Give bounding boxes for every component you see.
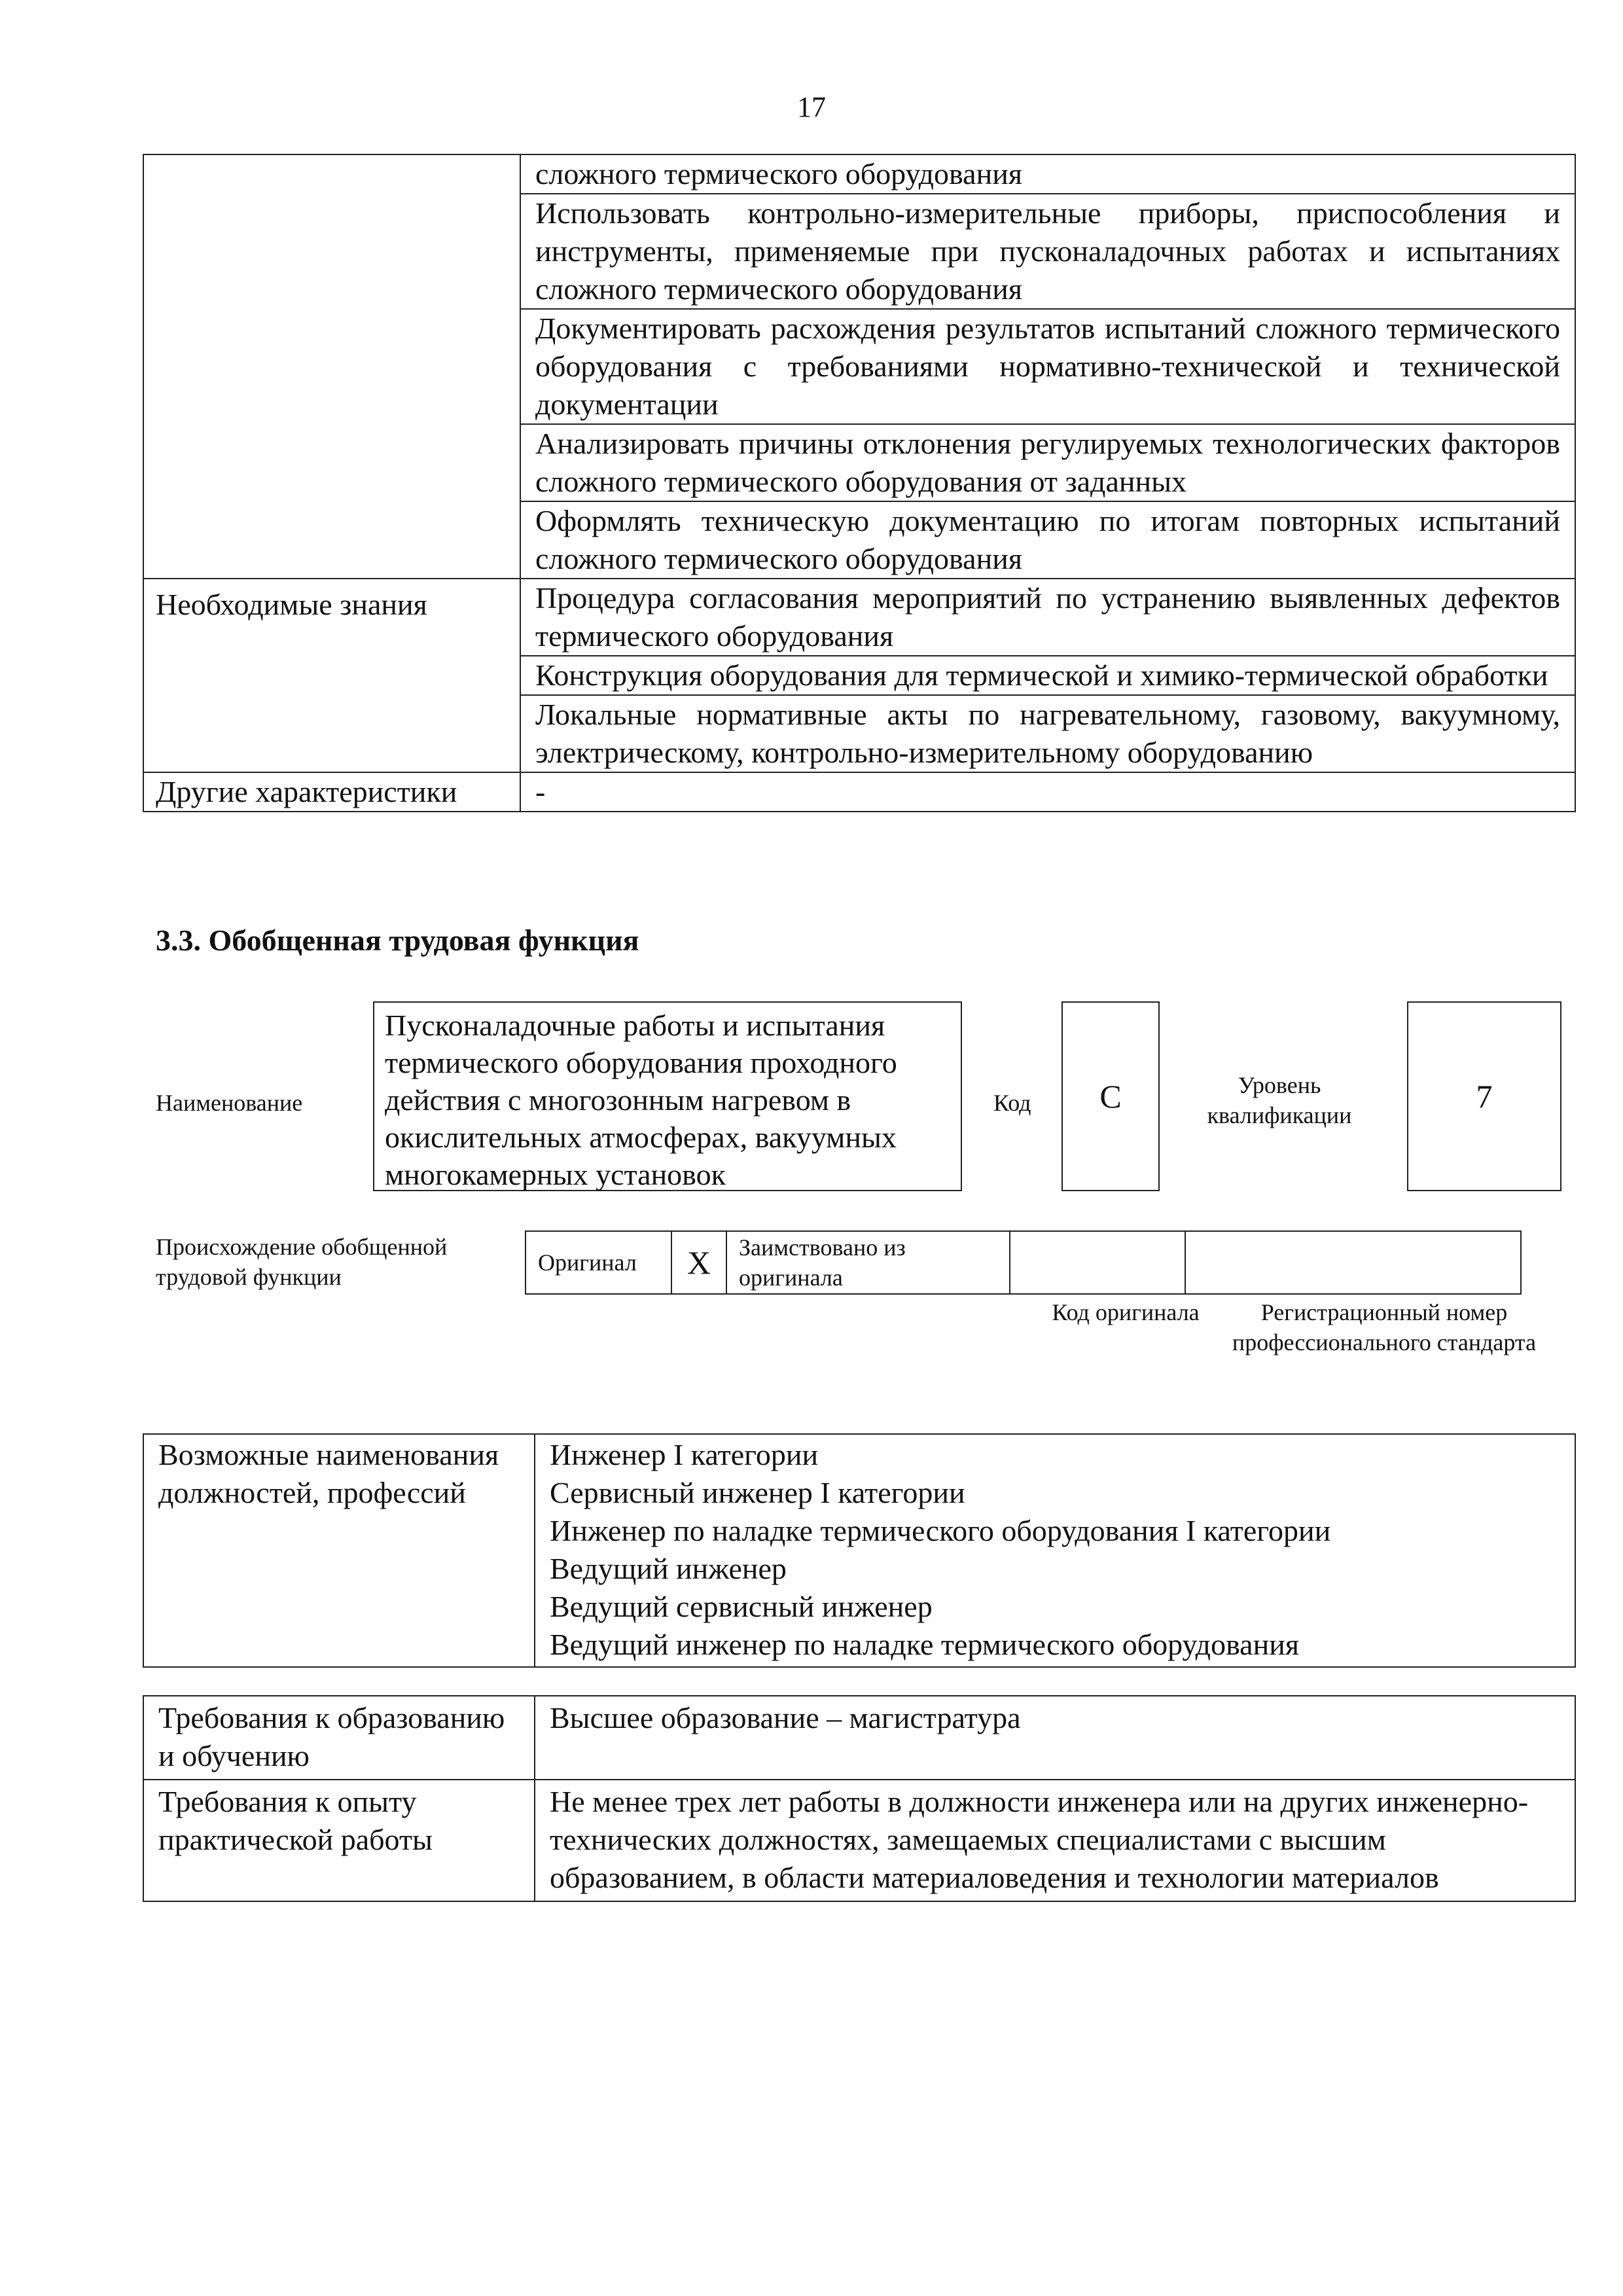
requirements-table <box>143 1695 1576 1902</box>
section-title: 3.3. Обобщенная трудовая функция <box>156 924 639 957</box>
table-row <box>143 579 1575 656</box>
list-item: Инженер I категории <box>550 1438 819 1471</box>
qualification-level-value: 7 <box>1407 1001 1561 1191</box>
table-cell-value: Документировать расхождения результатов испытаний сложного термического оборудования с требованиями нормативно-технической и технической документации <box>520 309 1575 424</box>
positions-label: Возможные наименования должностей, профессий <box>143 1434 535 1667</box>
table-row <box>143 772 1575 812</box>
origin-code-cell <box>1010 1231 1185 1294</box>
table-cell-value: Процедура согласования мероприятий по устранению выявленных дефектов термического оборудования <box>520 579 1575 656</box>
code-original-label: Код оригинала <box>1052 1299 1200 1325</box>
table-row <box>143 154 1575 194</box>
origin-label: Происхождение обобщенной трудовой функции <box>156 1234 448 1290</box>
code-value: С <box>1061 1001 1160 1191</box>
table-cell-value: - <box>520 772 1575 812</box>
code-label: Код <box>993 1090 1031 1116</box>
list-item: Сервисный инженер I категории <box>550 1476 965 1509</box>
skills-knowledge-table <box>143 154 1576 812</box>
table-cell-value: Оформлять техническую документацию по итогам повторных испытаний сложного термического оборудования <box>520 501 1575 579</box>
table-cell-value: Локальные нормативные акты по нагревательному, газовому, вакуумному, электрическому, контрольно-измерительному оборудованию <box>520 695 1575 772</box>
origin-mark-cell: X <box>671 1231 726 1294</box>
table-cell-value: сложного термического оборудования <box>520 154 1575 194</box>
required-knowledge-label: Необходимые знания <box>143 579 520 772</box>
table-row <box>526 1231 1521 1294</box>
qualification-level-label: Уровень квалификации <box>1207 1072 1352 1128</box>
list-item: Ведущий сервисный инженер <box>550 1590 933 1623</box>
origin-borrowed-cell: Заимствовано из оригинала <box>726 1231 1010 1294</box>
list-item: Ведущий инженер <box>550 1552 787 1585</box>
origin-table <box>525 1230 1522 1295</box>
table-row <box>143 1780 1575 1901</box>
experience-label: Требования к опыту практической работы <box>143 1780 535 1901</box>
table-row <box>143 1696 1575 1780</box>
list-item: Инженер по наладке термического оборудования I категории <box>550 1514 1331 1547</box>
function-name-value: Пусконаладочные работы и испытания термического оборудования проходного действия с многозонным нагревом в окислительных атмосферах, вакуумных многокамерных установок <box>373 1001 962 1191</box>
table-cell-label <box>143 154 520 579</box>
origin-reg-number-cell <box>1185 1231 1521 1294</box>
other-characteristics-label: Другие характеристики <box>143 772 520 812</box>
table-cell-value: Конструкция оборудования для термической и химико-термической обработки <box>520 656 1575 695</box>
list-item: Ведущий инженер по наладке термического оборудования <box>550 1628 1299 1661</box>
experience-value: Не менее трех лет работы в должности инженера или на других инженерно-технических должностях, замещаемых специалистами с высшим образованием, в области материаловедения и технологии материалов <box>535 1780 1575 1901</box>
page-number: 17 <box>797 91 826 123</box>
education-label: Требования к образованию и обучению <box>143 1696 535 1780</box>
origin-original-cell: Оригинал <box>526 1231 671 1294</box>
table-cell-value: Использовать контрольно-измерительные приборы, приспособления и инструменты, применяемые при пусконаладочных работах и испытаниях сложного термического оборудования <box>520 194 1575 309</box>
name-label: Наименование <box>156 1090 303 1116</box>
education-value: Высшее образование – магистратура <box>535 1696 1575 1780</box>
table-row <box>143 1434 1575 1667</box>
positions-table <box>143 1433 1576 1668</box>
table-cell-value: Анализировать причины отклонения регулируемых технологических факторов сложного термического оборудования от заданных <box>520 424 1575 501</box>
positions-list <box>535 1434 1575 1667</box>
reg-number-label: Регистрационный номер профессионального стандарта <box>1232 1299 1537 1355</box>
